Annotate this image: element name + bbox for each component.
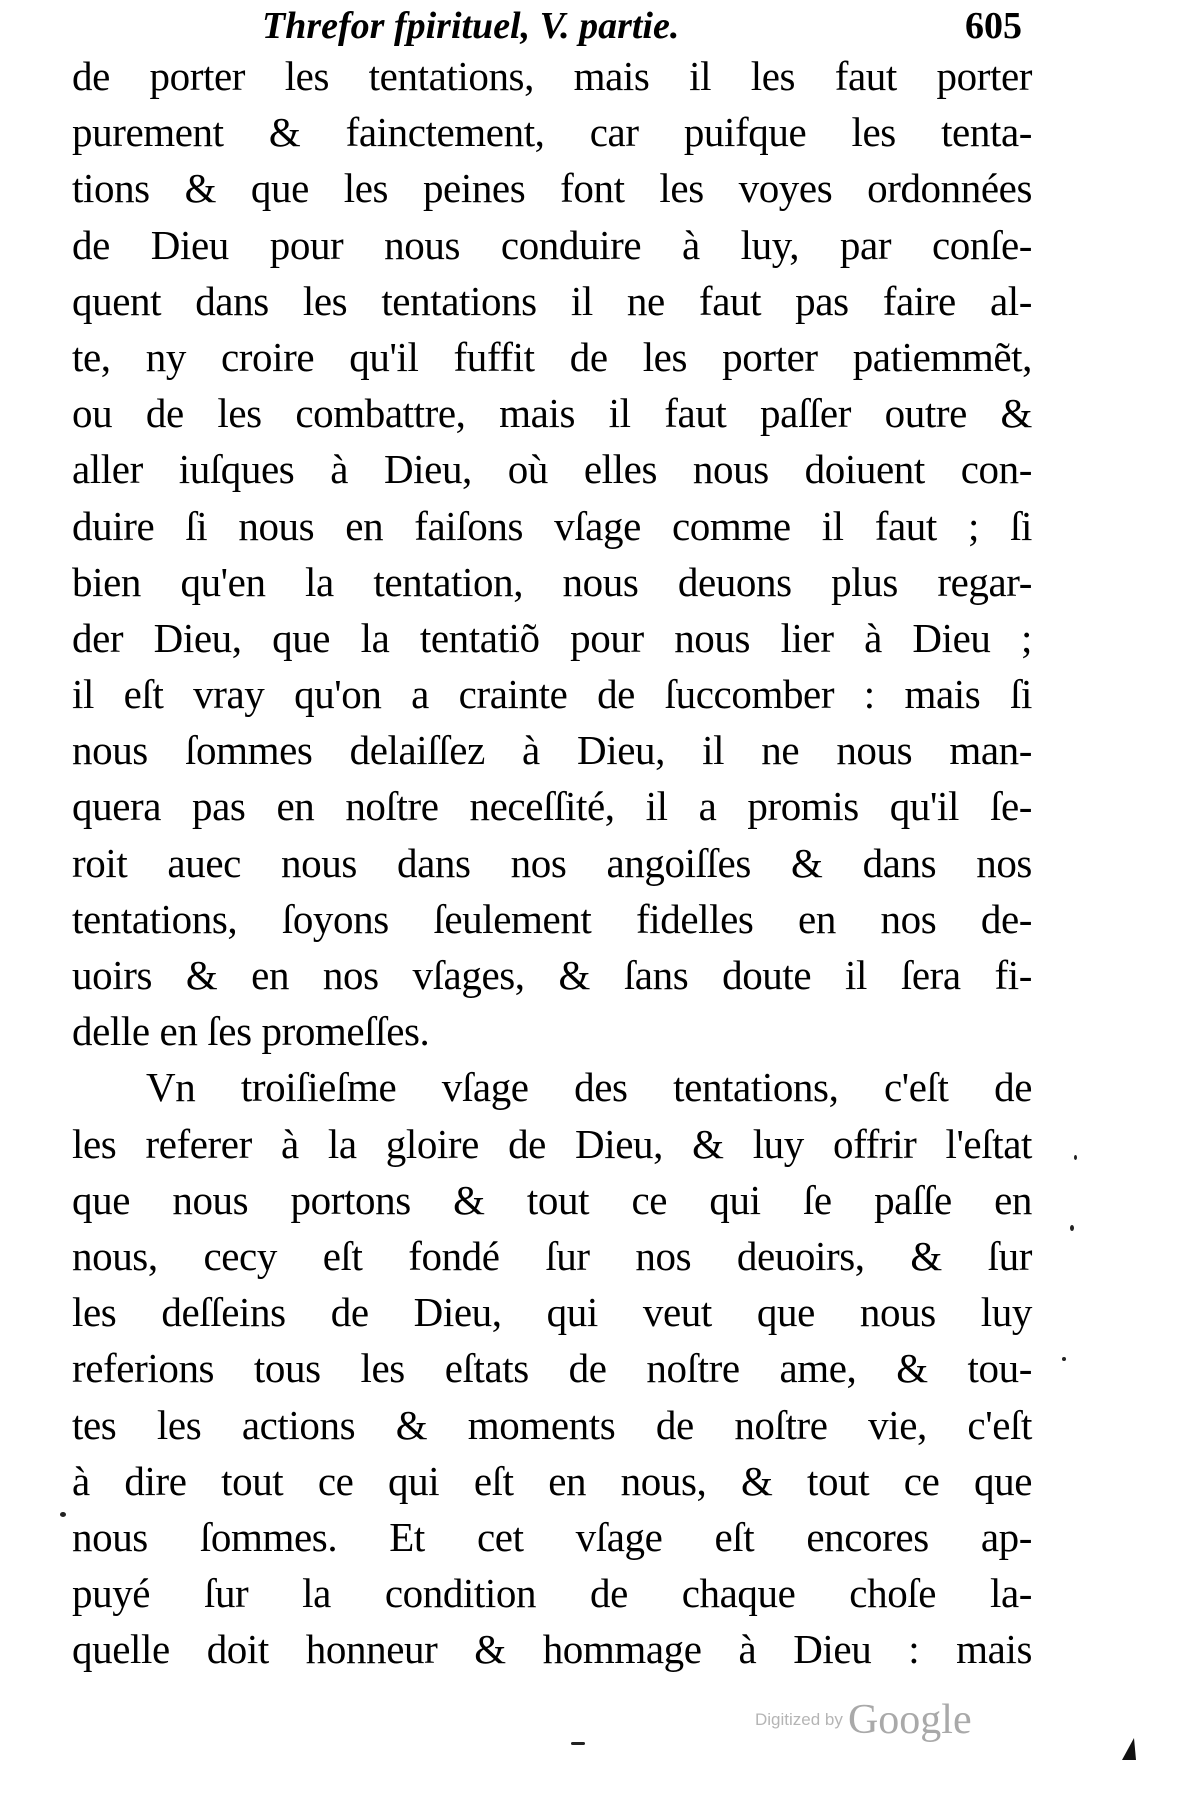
digitized-label: Digitized by	[755, 1710, 843, 1729]
text-line: nous ſommes. Et cet vſage eſt encores ap-	[72, 1513, 1032, 1560]
text-line: tentations, ſoyons ſeulement fidelles en nos de-	[72, 895, 1032, 942]
paragraph-2	[72, 1059, 1032, 1677]
ink-speck	[1074, 1155, 1077, 1160]
text-line: roit auec nous dans nos angoiſſes & dans nos	[72, 839, 1032, 886]
text-line: tes les actions & moments de noſtre vie, c'eſt	[72, 1401, 1032, 1448]
text-line: puyé ſur la condition de chaque choſe la-	[72, 1570, 1032, 1617]
page-number: 605	[965, 5, 1022, 47]
running-header	[262, 0, 1022, 52]
text-line: nous ſommes delaiſſez à Dieu, il ne nous man-	[72, 727, 1032, 774]
ink-speck	[571, 1742, 585, 1745]
text-line: il eſt vray qu'on a crainte de ſuccomber : mais ſi	[72, 671, 1032, 718]
google-brand: Google	[847, 1697, 972, 1743]
page-corner-mark-icon	[1122, 1738, 1136, 1760]
text-line: de Dieu pour nous conduire à luy, par conſe-	[72, 221, 1032, 268]
text-line: nous, cecy eſt fondé ſur nos deuoirs, & ſur	[72, 1232, 1032, 1279]
text-line: te, ny croire qu'il fuffit de les porter patiemmẽt,	[72, 333, 1032, 380]
body-text	[72, 48, 1032, 1677]
text-line: ou de les combattre, mais il faut paſſer outre &	[72, 390, 1032, 437]
text-line: bien qu'en la tentation, nous deuons plus regar-	[72, 558, 1032, 605]
text-line: quent dans les tentations il ne faut pas faire al-	[72, 277, 1032, 324]
text-line: les deſſeins de Dieu, qui veut que nous luy	[72, 1289, 1032, 1336]
digitized-by-watermark	[755, 1696, 972, 1748]
paragraph-1	[72, 48, 1032, 1059]
text-line: aller iuſques à Dieu, où elles nous doiuent con-	[72, 446, 1032, 493]
text-line: que nous portons & tout ce qui ſe paſſe en	[72, 1176, 1032, 1223]
text-line: quelle doit honneur & hommage à Dieu : mais	[72, 1626, 1032, 1673]
ink-speck	[60, 1512, 66, 1517]
ink-speck	[1070, 1225, 1074, 1231]
text-line: delle en ſes promeſſes.	[72, 1008, 430, 1055]
text-line: purement & fainctement, car puifque les tenta-	[72, 109, 1032, 156]
ink-speck	[1062, 1357, 1066, 1361]
text-line: de porter les tentations, mais il les faut porter	[72, 53, 1032, 99]
text-line: der Dieu, que la tentatiõ pour nous lier à Dieu ;	[72, 614, 1032, 661]
text-line: duire ſi nous en faiſons vſage comme il faut ; ſi	[72, 502, 1032, 549]
text-line: referions tous les eſtats de noſtre ame, & tou-	[72, 1345, 1032, 1392]
text-line: quera pas en noſtre neceſſité, il a promis qu'il ſe-	[72, 783, 1032, 830]
text-line: à dire tout ce qui eſt en nous, & tout ce que	[72, 1457, 1032, 1504]
running-title: Threfor fpirituel, V. partie.	[262, 5, 680, 47]
text-line: tions & que les peines font les voyes ordonnées	[72, 165, 1032, 212]
text-line: Vn troiſieſme vſage des tentations, c'eſt de	[146, 1064, 1032, 1111]
text-line: uoirs & en nos vſages, & ſans doute il ſera fi-	[72, 952, 1032, 998]
text-line: les referer à la gloire de Dieu, & luy offrir l'eſtat	[72, 1120, 1032, 1167]
